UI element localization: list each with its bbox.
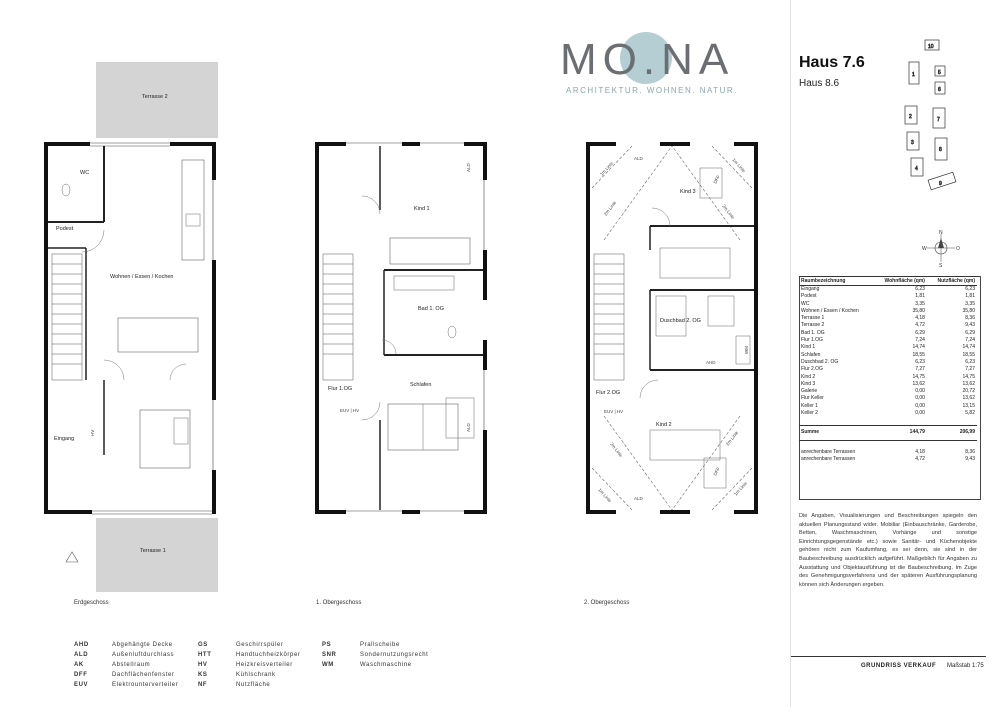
table-row: Terrasse 2 4,72 9,43 — [801, 322, 975, 329]
plan-erdgeschoss — [46, 62, 218, 592]
outer-wall — [317, 144, 485, 512]
logo-wordmark: MO.NA — [560, 35, 735, 84]
label-ald-2og-1: ALD — [634, 156, 643, 161]
area-table — [799, 276, 977, 463]
table-row: Terrasse 1 4,18 8,36 — [801, 315, 975, 322]
room-bad-1og: Bad 1. OG — [418, 306, 444, 312]
compass-w: W — [922, 246, 927, 252]
legend-item: GS Geschirrspüler — [198, 642, 284, 648]
compass-icon — [921, 228, 961, 268]
label-dff-2: DFF — [712, 466, 721, 477]
table-row: Duschbad 2. OG 6,23 6,23 — [801, 358, 975, 365]
legend-item: AK Abstellraum — [74, 662, 151, 668]
disclaimer-text: Die Angaben, Visualisierungen und Beschreibungen spiegeln den aktuellen Planungsstand wider. Mobiliar (Einbauschränke, Garderobe, Betten, Waschmaschinen, Vorhänge und sonstige Einrichtungsgegenstände etc.) sowie Sanitär- und Küchenobjekte gehören nicht zum Kaufumfang, es sei denn, sie sind in der Baubeschreibung ausdrücklich aufgeführt. Maßgeblich für Angaben zu Ausstattung und Objektausführung ist die Baubeschreibung. Im Zuge des Genehmigungsverfahrens und der späteren Ausführungsplanung können sich Änderungen ergeben. — [799, 513, 977, 588]
label-1m-linie-c: 1m Linie — [597, 487, 613, 504]
house-title: Haus 7.6 — [799, 54, 865, 71]
mona-logo — [560, 36, 760, 100]
table-row: Kind 1 14,74 14,74 — [801, 344, 975, 351]
compass-s: S — [939, 263, 943, 268]
plan-type-label: GRUNDRISS VERKAUF — [861, 663, 937, 669]
legend-item: HV Heizkreisverteiler — [198, 662, 293, 668]
label-2m-linie-a: 2m Linie — [602, 200, 618, 217]
legend-column-1 — [74, 642, 178, 692]
table-row: Flur 1.OG 7,24 7,24 — [801, 337, 975, 344]
table-row: Keller 1 0,00 13,15 — [801, 402, 975, 409]
label-ald-2: ALD — [466, 423, 471, 432]
legend-item: WM Waschmaschine — [322, 662, 412, 668]
site-lot-2: 2 — [909, 114, 912, 120]
table-row: Flur 2.OG 7,27 7,27 — [801, 366, 975, 373]
site-lot-3: 3 — [911, 140, 914, 146]
info-panel — [790, 0, 1000, 707]
table-row: Wohnen / Essen / Kochen 35,80 35,80 — [801, 307, 975, 314]
table-sum-row: Summe 144,79 206,99 — [799, 426, 977, 440]
house-subtitle: Haus 8.6 — [799, 78, 840, 89]
label-2m-linie-b: 2m Linie — [721, 203, 736, 221]
site-plan-diagram — [895, 38, 959, 198]
room-flur-1og: Flur 1.OG — [328, 386, 353, 392]
compass-n: N — [939, 230, 943, 236]
legend-item: PS Prallscheibe — [322, 642, 400, 648]
site-lot-4: 4 — [915, 166, 918, 172]
scale-label: Maßstab 1:75 — [947, 663, 984, 669]
room-wohnen: Wohnen / Essen / Kochen — [110, 274, 174, 280]
room-wc: WC — [80, 170, 90, 176]
site-lot-1: 1 — [912, 72, 915, 78]
room-flur-2og: Flur 2.OG — [596, 390, 621, 396]
plan-2-obergeschoss — [588, 140, 756, 516]
room-terrasse-2: Terrasse 2 — [142, 94, 168, 100]
table-row: Galerie 0,00 20,72 — [801, 388, 975, 395]
room-kind-2: Kind 2 — [656, 422, 672, 428]
caption-1-obergeschoss: 1. Obergeschoss — [316, 600, 362, 606]
area-table-header: Wohnfläche (qm) — [873, 277, 927, 286]
room-eingang: Eingang — [54, 436, 75, 442]
site-lot-5: 5 — [938, 70, 941, 76]
label-1m-linie-b: 1m Linie — [731, 157, 747, 174]
area-table-header: Raumbezeichnung — [799, 277, 873, 286]
table-row: anrechenbare Terrassen 4,72 9,43 — [801, 455, 975, 462]
room-terrasse-1: Terrasse 1 — [140, 548, 166, 554]
label-2m-linie-d: 2m Linie — [724, 430, 740, 447]
table-row: Eingang 6,23 6,23 — [801, 286, 975, 292]
footer-divider — [791, 656, 986, 657]
legend-item: EUV Elektrounterverteiler — [74, 682, 179, 688]
legend-item: AHD Abgehängte Decke — [74, 642, 173, 648]
label-wm: WM — [744, 346, 749, 354]
legend-column-2 — [198, 642, 301, 692]
table-row: Bad 1. OG 6,29 6,29 — [801, 329, 975, 336]
label-1m-linie-d: 1m Linie — [733, 480, 749, 497]
label-2m-linie-c: 2m Linie — [609, 441, 624, 459]
terrace-2-area — [96, 62, 218, 138]
label-euv-hv-2og: EUV | HV — [604, 409, 624, 414]
site-lot-7: 7 — [937, 117, 940, 123]
table-row: WC 3,35 3,35 — [801, 300, 975, 307]
table-row: Podest 1,81 1,81 — [801, 293, 975, 300]
label-ald-1: ALD — [466, 163, 471, 172]
site-lot-10: 10 — [928, 44, 934, 50]
label-hv-eg: HV — [90, 429, 95, 436]
caption-erdgeschoss: Erdgeschoss — [74, 600, 109, 606]
label-ald-2og-2: ALD — [634, 496, 643, 501]
label-euv-hv-1og: EUV | HV — [340, 408, 360, 413]
legend-item: HTT Handtuchheizkörper — [198, 652, 301, 658]
north-arrow-icon — [66, 552, 78, 562]
label-ahd: AHD — [706, 360, 716, 365]
plan-1-obergeschoss — [317, 140, 489, 516]
site-lot-6: 6 — [938, 87, 941, 93]
logo-tagline: ARCHITEKTUR. WOHNEN. NATUR. — [566, 86, 738, 95]
room-kind-3: Kind 3 — [680, 189, 696, 195]
legend-column-3 — [322, 642, 428, 672]
compass-o: O — [956, 246, 960, 252]
table-row: Kind 3 13,62 13,62 — [801, 380, 975, 387]
legend-item: ALD Außenluftdurchlass — [74, 652, 175, 658]
table-row: Schlafen 18,55 18,55 — [801, 351, 975, 358]
table-row: Kind 2 14,75 14,75 — [801, 373, 975, 380]
room-duschbad-2og: Duschbad 2. OG — [660, 318, 701, 324]
legend-item: NF Nutzfläche — [198, 682, 271, 688]
terrace-1-area — [96, 518, 218, 592]
table-row: Flur Keller 0,00 13,62 — [801, 395, 975, 402]
label-1m-linie-a: 1m Linie — [599, 160, 615, 177]
room-podest: Podest — [56, 226, 74, 232]
room-kind-1: Kind 1 — [414, 206, 430, 212]
legend-item: SNR Sondernutzungsrecht — [322, 652, 429, 658]
site-lot-8: 8 — [939, 147, 942, 153]
label-dff-1: DFF — [712, 174, 721, 185]
table-row: anrechenbare Terrassen 4,18 8,36 — [801, 448, 975, 455]
site-lot-9: 9 — [939, 181, 942, 187]
area-table-header: Nutzfläche (qm) — [927, 277, 977, 286]
legend-item: DFF Dachflächenfenster — [74, 672, 175, 678]
table-row: Keller 2 0,00 5,82 — [801, 410, 975, 417]
legend-item: KS Kühlschrank — [198, 672, 276, 678]
room-schlafen: Schlafen — [410, 382, 432, 388]
outer-wall — [46, 144, 214, 512]
caption-2-obergeschoss: 2. Obergeschoss — [584, 600, 630, 606]
outer-wall — [588, 144, 756, 512]
